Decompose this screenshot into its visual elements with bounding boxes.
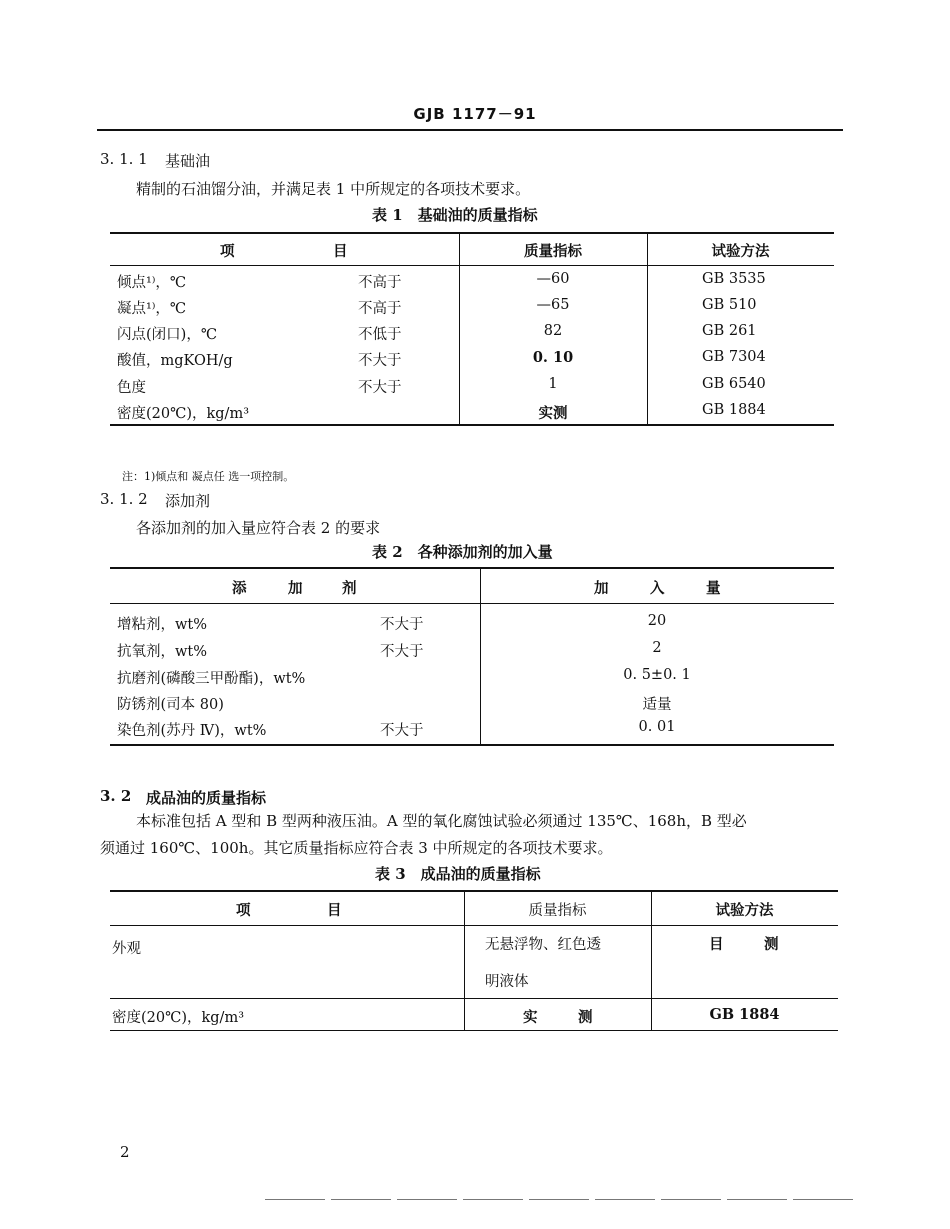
table2-header-additive: 加 <box>288 580 303 597</box>
table1-row-value: 0. 10 <box>532 349 574 366</box>
table2-row-limit: 不大于 <box>380 644 424 660</box>
table1-row-limit: 不低于 <box>358 327 402 343</box>
document-code: GJB 1177－91 <box>413 105 537 123</box>
table3-row-spec: 实 <box>523 1009 538 1026</box>
table3-row-item: 密度(20℃)，kg/m³ <box>112 1010 245 1026</box>
table2-row-item: 增粘剂，wt% <box>117 617 208 633</box>
section-3-1-1-text: 精制的石油馏分油，并满足表 1 中所规定的各项技术要求。 <box>136 180 531 198</box>
table1-row-item: 倾点¹⁾，℃ <box>117 275 187 291</box>
page-number: 2 <box>120 1143 130 1161</box>
table2-row-value: 20 <box>647 613 667 629</box>
table3-bottom-rule <box>110 1030 838 1031</box>
table1-header-item: 项 <box>220 243 235 260</box>
table3-caption: 表 3 成品油的质量指标 <box>375 865 541 883</box>
table2-header-amount: 量 <box>706 580 721 597</box>
section-3-2-text-line2: 须通过 160℃、100h。其它质量指标应符合表 3 中所规定的各项技术要求。 <box>100 839 613 857</box>
table3-header-spec: 质量指标 <box>528 903 587 919</box>
table1-row-method: GB 510 <box>702 297 757 313</box>
table3-header-method: 试验方法 <box>715 902 774 919</box>
table1-row-limit: 不大于 <box>358 353 402 369</box>
table2-header-amount: 加 <box>594 580 609 597</box>
table1-row-method: GB 1884 <box>702 402 766 418</box>
table2-row-value: 0. 01 <box>638 719 676 735</box>
table3-row-method: GB 1884 <box>709 1006 780 1023</box>
table1-row-value: 实测 <box>538 405 568 422</box>
table1-row-method: GB 6540 <box>702 376 766 392</box>
table1-row-item: 色度 <box>117 380 146 396</box>
table2-row-value: 适量 <box>642 697 672 713</box>
table1-row-limit: 不高于 <box>358 275 402 291</box>
table2-row-item: 防锈剂(司本 80) <box>117 697 224 713</box>
table2-row-item: 染色剂(苏丹 Ⅳ)，wt% <box>117 723 267 739</box>
table3-header-rule <box>110 925 838 926</box>
table1-row-value: —60 <box>536 271 570 287</box>
table2-row-item: 抗氧剂，wt% <box>117 644 208 660</box>
table3-row-spec: 无悬浮物、红色透 <box>485 937 601 953</box>
table3-row-method: 测 <box>764 936 779 953</box>
table2-bottom-rule <box>110 744 834 746</box>
table3-header-item: 项 <box>236 902 251 919</box>
table1-caption: 表 1 基础油的质量指标 <box>372 206 538 224</box>
section-3-1-2-text: 各添加剂的加入量应符合表 2 的要求 <box>136 519 381 537</box>
table1-row-value: 1 <box>548 376 558 392</box>
footer-dashed-rule <box>265 1199 855 1200</box>
table1-row-item: 凝点¹⁾，℃ <box>117 301 187 317</box>
table2-row-value: 2 <box>652 640 662 656</box>
table3-row-spec: 测 <box>578 1009 593 1026</box>
section-3-2-title: 成品油的质量指标 <box>146 789 267 807</box>
section-3-1-1-number: 3. 1. 1 <box>100 150 148 168</box>
table3-row-rule <box>110 998 838 999</box>
table1-row-value: —65 <box>536 297 570 313</box>
table1-row-value: 82 <box>543 323 563 339</box>
table2-header-additive: 剂 <box>342 580 357 597</box>
table1-row-item: 密度(20℃)，kg/m³ <box>117 406 250 422</box>
table3-row-method: 目 <box>709 936 724 953</box>
table1-row-method: GB 3535 <box>702 271 766 287</box>
table1-row-limit: 不高于 <box>358 301 402 317</box>
table2-header-additive: 添 <box>232 580 247 597</box>
table1-row-method: GB 261 <box>702 323 757 339</box>
table3-row-spec: 明液体 <box>485 974 529 990</box>
section-3-1-2-number: 3. 1. 2 <box>100 490 148 508</box>
header-rule <box>97 129 843 131</box>
table2-caption: 表 2 各种添加剂的加入量 <box>372 543 553 561</box>
table2-row-item: 抗磨剂(磷酸三甲酚酯)，wt% <box>117 671 306 687</box>
table1-header-item: 目 <box>333 243 348 260</box>
section-3-1-2-title: 添加剂 <box>165 492 211 510</box>
table1-row-item: 闪点(闭口)，℃ <box>117 327 218 343</box>
table2-row-limit: 不大于 <box>380 617 424 633</box>
table1-row-method: GB 7304 <box>702 349 766 365</box>
table2-top-rule <box>110 567 834 569</box>
section-3-2-number: 3. 2 <box>100 787 132 805</box>
table2-row-value: 0. 5±0. 1 <box>623 667 691 683</box>
table3-row-item: 外观 <box>112 941 141 957</box>
table2-header-amount: 入 <box>650 580 665 597</box>
table1-row-item: 酸值，mgKOH/g <box>117 353 233 369</box>
table2-row-limit: 不大于 <box>380 723 424 739</box>
table3-header-item: 目 <box>327 902 342 919</box>
table3-top-rule <box>110 890 838 892</box>
table1-top-rule <box>110 232 834 234</box>
table1-header-spec: 质量指标 <box>524 243 582 260</box>
table1-header-rule <box>110 265 834 266</box>
table2-header-rule <box>110 603 834 604</box>
table1-row-limit: 不大于 <box>358 380 402 396</box>
table1-header-method: 试验方法 <box>711 243 770 260</box>
section-3-2-text-line1: 本标准包括 A 型和 B 型两种液压油。A 型的氧化腐蚀试验必须通过 135℃、168h，B 型必 <box>136 812 747 830</box>
section-3-1-1-title: 基础油 <box>165 152 211 170</box>
table1-bottom-rule <box>110 424 834 426</box>
table1-footnote: 注：1)倾点和 凝点任 选一项控制。 <box>122 470 295 483</box>
